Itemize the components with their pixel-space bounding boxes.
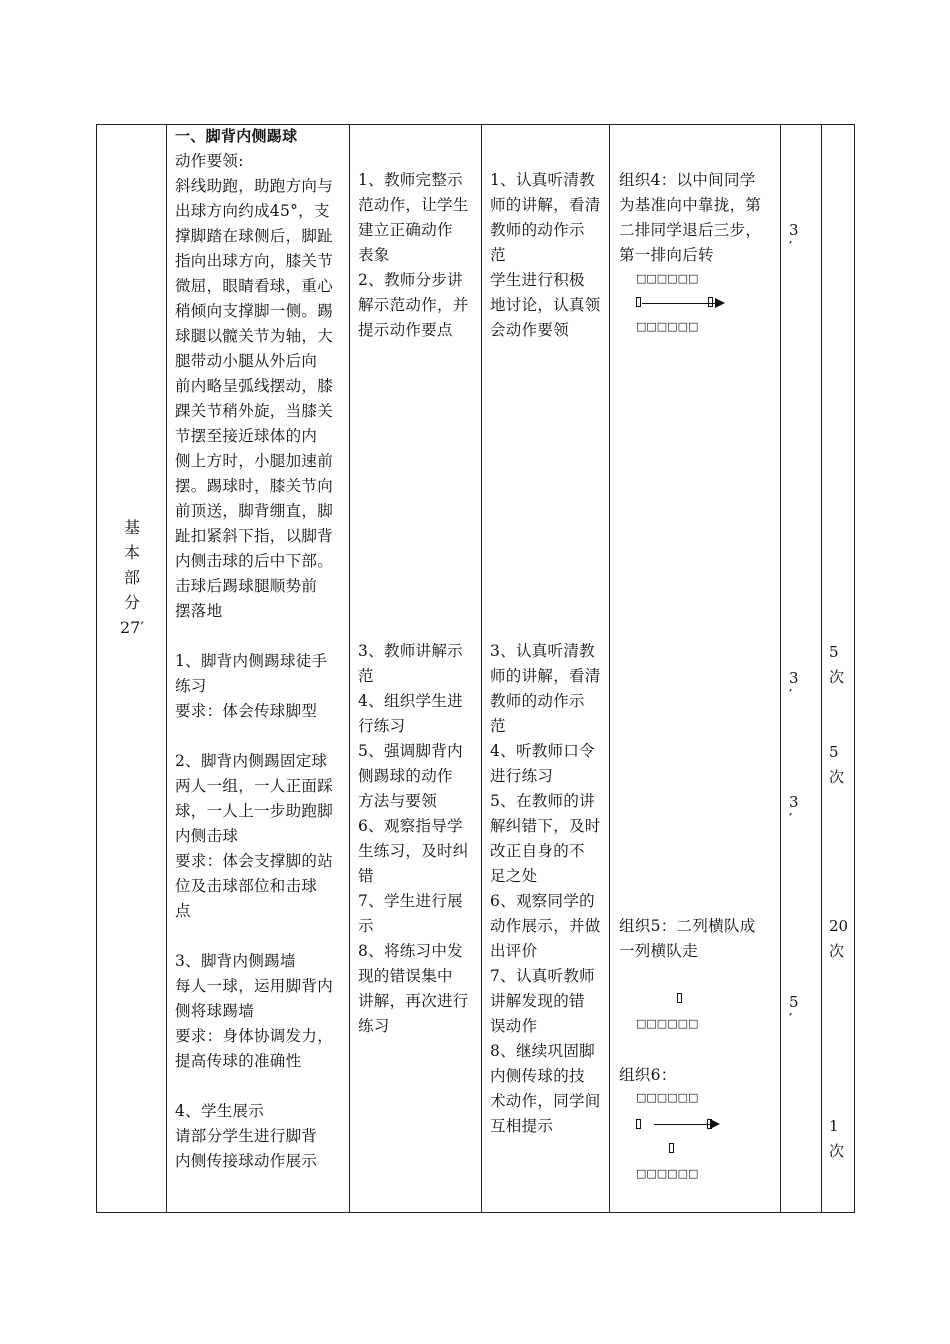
time-mark: ′ bbox=[789, 1010, 793, 1028]
teacher-line: 8、将练习中发 bbox=[358, 942, 463, 960]
student-line: 教师的动作示 bbox=[490, 221, 585, 239]
key-points-line: 指向出球方向，膝关节 bbox=[175, 252, 334, 270]
key-points-line: 微屈，眼睛看球，重心 bbox=[175, 277, 334, 295]
student-line: 互相提示 bbox=[490, 1117, 554, 1135]
section-label-char: 部 bbox=[123, 568, 140, 587]
count-entry bbox=[829, 1114, 844, 1164]
section-duration: 27′ bbox=[120, 618, 144, 637]
student-line: 教师的动作示 bbox=[490, 692, 585, 710]
practice-line: 两人一组，一人正面踩 bbox=[175, 777, 334, 795]
teacher-line: 3、教师讲解示 bbox=[358, 642, 463, 660]
organization-line: 一列横队走 bbox=[619, 942, 699, 960]
count-entry bbox=[829, 640, 844, 690]
time-entry bbox=[789, 666, 799, 708]
formation-row: □□□□□□ bbox=[636, 320, 699, 333]
organization-line: 组织5：二列横队成 bbox=[619, 917, 756, 935]
practice-line: 2、脚背内侧踢固定球 bbox=[175, 752, 328, 770]
movement-arrow bbox=[654, 1124, 710, 1125]
time-mark: ′ bbox=[789, 810, 793, 828]
practice-line: 提高传球的准确性 bbox=[175, 1052, 302, 1070]
column-divider bbox=[780, 124, 781, 1213]
practice-line: 1、脚背内侧踢球徒手 bbox=[175, 652, 328, 670]
movement-arrow bbox=[642, 303, 717, 304]
teacher-line: 范 bbox=[358, 667, 374, 685]
time-entry bbox=[789, 990, 799, 1032]
teacher-line: 讲解，再次进行 bbox=[358, 992, 469, 1010]
section-label-char: 分 bbox=[123, 593, 140, 612]
teacher-line: 错 bbox=[358, 867, 374, 885]
key-points-line: 踝关节稍外旋，当膝关 bbox=[175, 402, 334, 420]
key-points-line: 前顶送，脚背绷直，脚 bbox=[175, 502, 334, 520]
teacher-line: 表象 bbox=[358, 246, 390, 264]
practice-line: 4、学生展示 bbox=[175, 1102, 265, 1120]
formation-row: □□□□□□ bbox=[636, 1167, 699, 1180]
key-points-text bbox=[175, 174, 333, 624]
time-entry bbox=[789, 790, 799, 832]
count-value: 5 bbox=[829, 743, 839, 761]
student-marker bbox=[677, 993, 682, 1003]
time-mark: ′ bbox=[789, 686, 793, 704]
student-line: 5、在教师的讲 bbox=[490, 792, 595, 810]
practice-line bbox=[175, 1074, 333, 1099]
time-entry bbox=[789, 218, 799, 260]
teacher-line: 解示范动作，并 bbox=[358, 296, 469, 314]
key-points-line: 撑脚踏在球侧后，脚趾 bbox=[175, 227, 334, 245]
teacher-line: 提示动作要点 bbox=[358, 321, 453, 339]
student-line: 地讨论，认真领 bbox=[490, 296, 601, 314]
column-divider bbox=[481, 124, 482, 1213]
arrow-head bbox=[715, 298, 725, 308]
teacher-line: 方法与要领 bbox=[358, 792, 438, 810]
section-label bbox=[108, 515, 156, 640]
student-line: 解纠错下，及时 bbox=[490, 817, 601, 835]
formation-row: □□□□□□ bbox=[636, 1017, 699, 1030]
time-value: 3 bbox=[789, 669, 799, 687]
student-activity-2 bbox=[490, 639, 601, 1139]
organization-line: 为基准向中靠拢，第 bbox=[619, 196, 762, 214]
formation-row: □□□□□□ bbox=[636, 1091, 699, 1104]
content-column bbox=[175, 124, 333, 624]
teacher-line: 练习 bbox=[358, 1017, 390, 1035]
key-points-line: 节摆至接近球体的内 bbox=[175, 427, 318, 445]
section-label-char: 基 bbox=[123, 518, 140, 537]
student-line: 6、观察同学的 bbox=[490, 892, 595, 910]
key-points-line: 出球方向约成45°，支 bbox=[175, 202, 330, 220]
teacher-line: 范动作，让学生 bbox=[358, 196, 469, 214]
student-marker bbox=[636, 297, 641, 307]
key-points-line: 摆落地 bbox=[175, 602, 223, 620]
student-line: 范 bbox=[490, 246, 506, 264]
key-points-line: 侧上方时，小腿加速前 bbox=[175, 452, 334, 470]
student-line: 1、认真听清教 bbox=[490, 171, 595, 189]
content-title: 一、脚背内侧踢球 bbox=[175, 127, 298, 145]
column-divider bbox=[821, 124, 822, 1213]
teacher-line: 2、教师分步讲 bbox=[358, 271, 463, 289]
practice-line bbox=[175, 924, 333, 949]
key-points-line: 稍倾向支撑脚一侧。踢 bbox=[175, 302, 334, 320]
student-line: 进行练习 bbox=[490, 767, 554, 785]
student-line: 讲解发现的错 bbox=[490, 992, 585, 1010]
student-line: 足之处 bbox=[490, 867, 538, 885]
practice-line: 练习 bbox=[175, 677, 207, 695]
key-points-line: 球腿以髋关节为轴，大 bbox=[175, 327, 334, 345]
column-divider bbox=[349, 124, 350, 1213]
student-line: 师的讲解，看清 bbox=[490, 667, 601, 685]
key-points-line: 腿带动小腿从外后向 bbox=[175, 352, 318, 370]
student-line: 改正自身的不 bbox=[490, 842, 585, 860]
student-line: 出评价 bbox=[490, 942, 538, 960]
teacher-line: 建立正确动作 bbox=[358, 221, 453, 239]
key-points-line: 内侧击球的后中下部。 bbox=[175, 552, 334, 570]
practice-line: 每人一球，运用脚背内 bbox=[175, 977, 334, 995]
practice-line: 位及击球部位和击球 bbox=[175, 877, 318, 895]
formation-row: □□□□□□ bbox=[636, 272, 699, 285]
organization-6-label: 组织6： bbox=[619, 1066, 677, 1084]
student-line: 动作展示，并做 bbox=[490, 917, 601, 935]
student-marker bbox=[669, 1143, 674, 1153]
count-value: 1 bbox=[829, 1117, 839, 1135]
count-entry bbox=[829, 914, 848, 964]
column-divider bbox=[166, 124, 167, 1213]
practice-line: 要求：体会传球脚型 bbox=[175, 702, 318, 720]
student-line: 3、认真听清教 bbox=[490, 642, 595, 660]
practice-line: 3、脚背内侧踢墙 bbox=[175, 952, 296, 970]
arrow-head bbox=[710, 1119, 720, 1129]
count-entry bbox=[829, 740, 844, 790]
key-points-line: 摆。踢球时，膝关节向 bbox=[175, 477, 334, 495]
teacher-line: 行练习 bbox=[358, 717, 406, 735]
student-line: 学生进行积极 bbox=[490, 271, 585, 289]
count-value: 5 bbox=[829, 643, 839, 661]
practice-line: 内侧击球 bbox=[175, 827, 239, 845]
key-points-label: 动作要领: bbox=[175, 152, 244, 170]
teacher-line: 4、组织学生进 bbox=[358, 692, 463, 710]
organization-line: 组织4：以中间同学 bbox=[619, 171, 756, 189]
key-points-line: 击球后踢球腿顺势前 bbox=[175, 577, 318, 595]
student-marker bbox=[636, 1119, 641, 1129]
practice-text bbox=[175, 649, 333, 1174]
section-label-char: 本 bbox=[123, 543, 140, 562]
organization-line: 第一排向后转 bbox=[619, 246, 714, 264]
practice-line: 点 bbox=[175, 902, 191, 920]
time-value: 3 bbox=[789, 793, 799, 811]
key-points-line: 趾扣紧斜下指，以脚背 bbox=[175, 527, 334, 545]
teacher-line: 6、观察指导学 bbox=[358, 817, 463, 835]
student-line: 误动作 bbox=[490, 1017, 538, 1035]
count-unit: 次 bbox=[829, 942, 845, 960]
practice-line: 要求：体会支撑脚的站 bbox=[175, 852, 334, 870]
student-line: 会动作要领 bbox=[490, 321, 570, 339]
teacher-activity-2 bbox=[358, 639, 469, 1039]
student-marker bbox=[708, 297, 713, 307]
count-unit: 次 bbox=[829, 768, 845, 786]
practice-line: 内侧传接球动作展示 bbox=[175, 1152, 318, 1170]
time-value: 3 bbox=[789, 221, 799, 239]
practice-line: 请部分学生进行脚背 bbox=[175, 1127, 318, 1145]
student-line: 术动作，同学间 bbox=[490, 1092, 601, 1110]
teacher-activity-1 bbox=[358, 168, 469, 343]
teacher-line: 生练习，及时纠 bbox=[358, 842, 469, 860]
time-value: 5 bbox=[789, 993, 799, 1011]
practice-line: 侧将球踢墙 bbox=[175, 1002, 255, 1020]
key-points-line: 斜线助跑，助跑方向与 bbox=[175, 177, 334, 195]
teacher-line: 现的错误集中 bbox=[358, 967, 453, 985]
count-unit: 次 bbox=[829, 668, 845, 686]
teacher-line: 1、教师完整示 bbox=[358, 171, 463, 189]
count-unit: 次 bbox=[829, 1142, 845, 1160]
student-line: 8、继续巩固脚 bbox=[490, 1042, 595, 1060]
teacher-line: 7、学生进行展 bbox=[358, 892, 463, 910]
student-line: 内侧传球的技 bbox=[490, 1067, 585, 1085]
count-value: 20 bbox=[829, 917, 849, 935]
key-points-line: 前内略呈弧线摆动，膝 bbox=[175, 377, 334, 395]
teacher-line: 示 bbox=[358, 917, 374, 935]
practice-line: 要求：身体协调发力， bbox=[175, 1027, 334, 1045]
organization-4-text bbox=[619, 168, 761, 268]
student-line: 4、听教师口令 bbox=[490, 742, 595, 760]
column-divider bbox=[609, 124, 610, 1213]
practice-line bbox=[175, 724, 333, 749]
student-line: 7、认真听教师 bbox=[490, 967, 595, 985]
organization-5-text bbox=[619, 914, 756, 964]
time-mark: ′ bbox=[789, 238, 793, 256]
organization-line: 二排同学退后三步， bbox=[619, 221, 762, 239]
student-line: 师的讲解，看清 bbox=[490, 196, 601, 214]
practice-line: 球，一人上一步助跑脚 bbox=[175, 802, 334, 820]
student-line: 范 bbox=[490, 717, 506, 735]
student-activity-1 bbox=[490, 168, 601, 343]
teacher-line: 5、强调脚背内 bbox=[358, 742, 463, 760]
teacher-line: 侧踢球的动作 bbox=[358, 767, 453, 785]
